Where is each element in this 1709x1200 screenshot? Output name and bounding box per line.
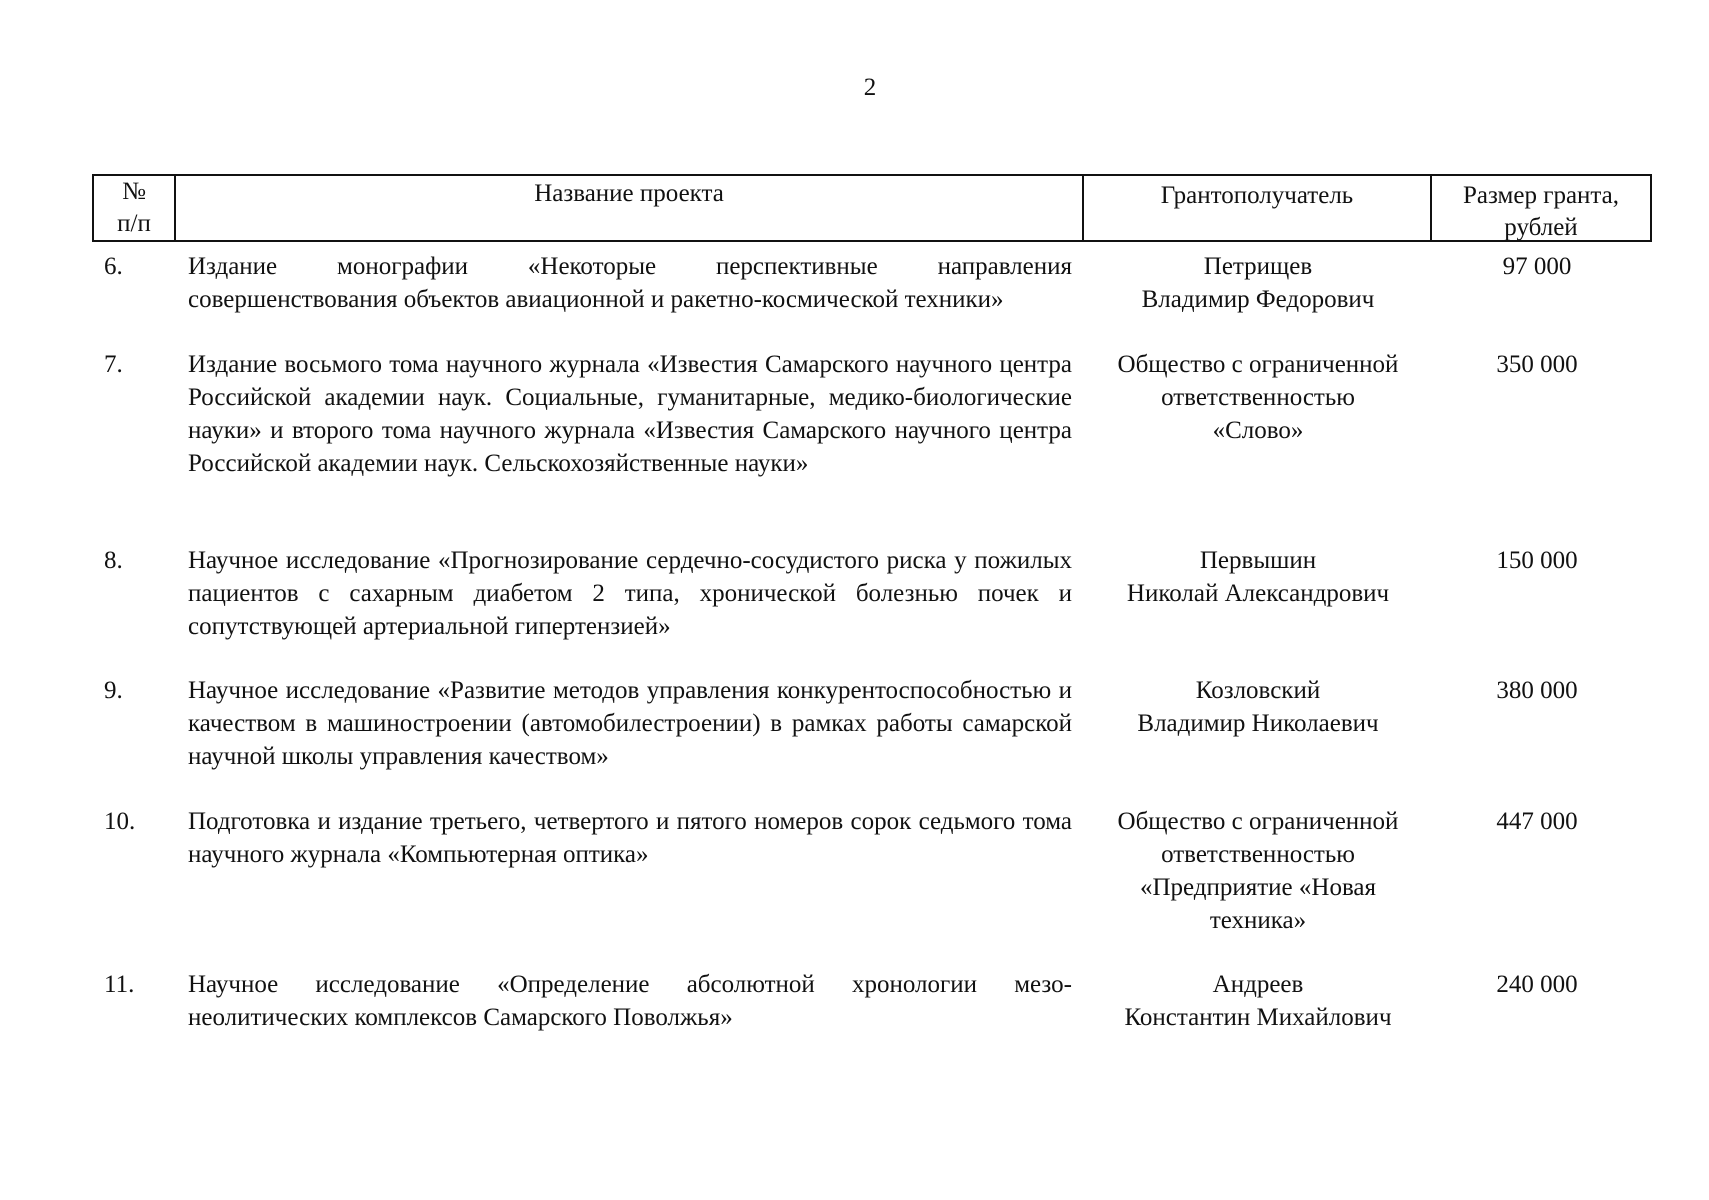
table-header: [92, 174, 1652, 242]
page-number: 2: [863, 74, 877, 101]
recipient-line: «Предприятие «Новая: [1139, 874, 1377, 901]
row-recipient: [1088, 674, 1428, 740]
header-num-line-2: п/п: [117, 210, 151, 237]
row-recipient: [1088, 544, 1428, 610]
row-title: Издание восьмого тома научного журнала «Известия Самарского научного центра Российской академии наук. Социальные, гуманитарные, медико-биологические науки» и второго тома научного журнала «Известия Самарского научного центра Российской академии наук. Сельскохозяйственные науки»: [188, 351, 1072, 477]
row-number: 11.: [104, 971, 135, 998]
row-title: Научное исследование «Определение абсолютной хронологии мезо-неолитических комплексов Самарского Поволжья»: [188, 971, 1072, 1031]
row-amount: 97 000: [1502, 253, 1572, 280]
header-amount: [1432, 176, 1650, 240]
grants-table: [92, 174, 1652, 1031]
recipient-line: ответственностью: [1161, 841, 1355, 868]
row-number: 10.: [104, 808, 136, 835]
recipient-line: ответственностью: [1161, 384, 1355, 411]
row-recipient: [1088, 968, 1428, 1034]
row-amount: 350 000: [1496, 351, 1578, 378]
recipient-line: Петрищев: [1203, 253, 1313, 280]
row-recipient: [1088, 805, 1428, 937]
recipient-line: «Слово»: [1212, 417, 1304, 444]
row-title: Подготовка и издание третьего, четвертого и пятого номеров сорок седьмого тома научного журнала «Компьютерная оптика»: [188, 808, 1072, 868]
row-amount: 240 000: [1496, 971, 1578, 998]
recipient-line: Общество с ограниченной: [1117, 808, 1399, 835]
recipient-line: Первышин: [1199, 547, 1317, 574]
row-number: 8.: [104, 547, 123, 574]
recipient-line: Владимир Николаевич: [1137, 710, 1379, 737]
recipient-line: Николай Александрович: [1126, 580, 1390, 607]
recipient-line: Константин Михайлович: [1124, 1004, 1392, 1031]
header-amount-line-2: рублей: [1504, 214, 1578, 241]
row-amount: 380 000: [1496, 677, 1578, 704]
row-amount: 150 000: [1496, 547, 1578, 574]
header-recipient: Грантополучатель: [1084, 176, 1432, 240]
recipient-line: Андреев: [1212, 971, 1304, 998]
row-amount: 447 000: [1496, 808, 1578, 835]
header-amount-line-1: Размер гранта,: [1463, 182, 1619, 209]
recipient-line: техника»: [1209, 907, 1307, 934]
row-title: Научное исследование «Прогнозирование сердечно-сосудистого риска у пожилых пациентов с сахарным диабетом 2 типа, хронической болезнью почек и сопутствующей артериальной гипертензией»: [188, 547, 1072, 640]
header-num: [94, 176, 176, 240]
recipient-line: Владимир Федорович: [1141, 286, 1375, 313]
row-title: Издание монографии «Некоторые перспективные направления совершенствования объектов авиационной и ракетно-космической техники»: [188, 253, 1072, 313]
header-title: Название проекта: [176, 176, 1084, 240]
row-title: Научное исследование «Развитие методов управления конкурентоспособностью и качеством в машиностроении (автомобилестроении) в рамках работы самарской научной школы управления качеством»: [188, 677, 1072, 770]
row-recipient: [1088, 250, 1428, 316]
row-number: 7.: [104, 351, 123, 378]
header-num-line-1: №: [122, 178, 146, 205]
recipient-line: Козловский: [1195, 677, 1321, 704]
row-recipient: [1088, 348, 1428, 447]
recipient-line: Общество с ограниченной: [1117, 351, 1399, 378]
row-number: 6.: [104, 253, 123, 280]
row-number: 9.: [104, 677, 123, 704]
